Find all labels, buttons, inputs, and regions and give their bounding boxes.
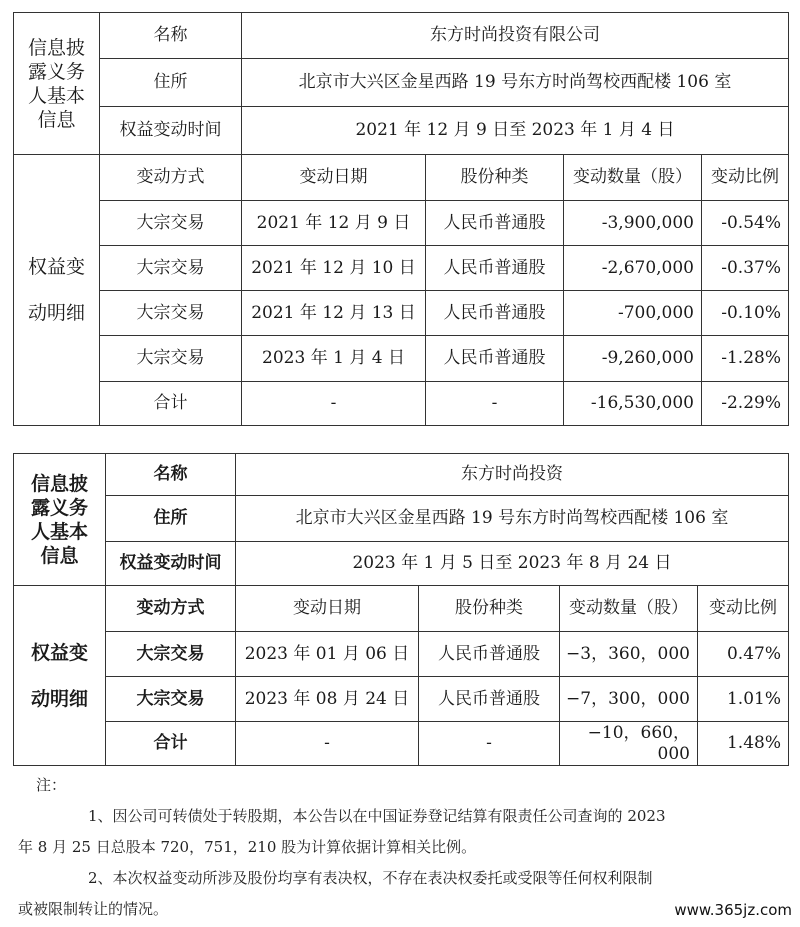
- watermark: www.365jz.com: [674, 901, 792, 919]
- cell-ratio: -1.28%: [702, 336, 789, 382]
- col-header-share-type: 股份种类: [419, 586, 560, 632]
- col-header-ratio: 变动比例: [698, 586, 789, 632]
- total-quantity: −10，660，000: [560, 722, 698, 766]
- cell-method: 大宗交易: [100, 336, 242, 382]
- col-header-method: 变动方式: [100, 155, 242, 201]
- cell-method: 大宗交易: [100, 246, 242, 291]
- address-label: 住所: [106, 496, 236, 542]
- total-share-type: -: [419, 722, 560, 766]
- total-ratio: 1.48%: [698, 722, 789, 766]
- col-header-date: 变动日期: [242, 155, 426, 201]
- cell-quantity: -3,900,000: [564, 201, 702, 246]
- cell-method: 大宗交易: [106, 632, 236, 677]
- total-date: -: [242, 382, 426, 426]
- col-header-method: 变动方式: [106, 586, 236, 632]
- notes-title: 注：: [36, 776, 67, 794]
- col-header-quantity: 变动数量（股）: [560, 586, 698, 632]
- note-1-continued: 年 8 月 25 日总股本 720，751，210 股为计算依据计算相关比例。: [18, 838, 477, 856]
- table-row: [14, 677, 789, 722]
- cell-ratio: 1.01%: [698, 677, 789, 722]
- cell-ratio: 0.47%: [698, 632, 789, 677]
- cell-quantity: -700,000: [564, 291, 702, 336]
- cell-date: 2023 年 01 月 06 日: [236, 632, 419, 677]
- total-share-type: -: [426, 382, 564, 426]
- name-value: 东方时尚投资: [236, 454, 789, 496]
- total-label: 合计: [106, 722, 236, 766]
- address-value: 北京市大兴区金星西路 19 号东方时尚驾校西配楼 106 室: [236, 496, 789, 542]
- table-row: [14, 336, 789, 382]
- table-row: [14, 632, 789, 677]
- table-row: [14, 291, 789, 336]
- total-row: [14, 382, 789, 426]
- cell-date: 2021 年 12 月 10 日: [242, 246, 426, 291]
- cell-share-type: 人民币普通股: [419, 632, 560, 677]
- cell-quantity: −3，360，000: [560, 632, 698, 677]
- total-quantity: -16,530,000: [564, 382, 702, 426]
- cell-share-type: 人民币普通股: [426, 201, 564, 246]
- total-row: [14, 722, 789, 766]
- period-value: 2023 年 1 月 5 日至 2023 年 8 月 24 日: [236, 542, 789, 586]
- cell-ratio: -0.10%: [702, 291, 789, 336]
- table-row: [14, 201, 789, 246]
- cell-ratio: -0.37%: [702, 246, 789, 291]
- cell-quantity: −7，300，000: [560, 677, 698, 722]
- total-ratio: -2.29%: [702, 382, 789, 426]
- cell-method: 大宗交易: [106, 677, 236, 722]
- period-value: 2021 年 12 月 9 日至 2023 年 1 月 4 日: [242, 107, 789, 155]
- section-detail-label: 权益变动明细: [14, 586, 106, 766]
- period-label: 权益变动时间: [100, 107, 242, 155]
- cell-method: 大宗交易: [100, 291, 242, 336]
- cell-date: 2021 年 12 月 9 日: [242, 201, 426, 246]
- address-value: 北京市大兴区金星西路 19 号东方时尚驾校西配楼 106 室: [242, 59, 789, 107]
- address-label: 住所: [100, 59, 242, 107]
- cell-ratio: -0.54%: [702, 201, 789, 246]
- disclosure-table-1: [13, 12, 789, 426]
- total-date: -: [236, 722, 419, 766]
- note-1: 1、因公司可转债处于转股期，本公告以在中国证券登记结算有限责任公司查询的 2023: [88, 807, 666, 825]
- col-header-quantity: 变动数量（股）: [564, 155, 702, 201]
- section-detail-label: 权益变动明细: [14, 155, 100, 426]
- name-label: 名称: [106, 454, 236, 496]
- cell-share-type: 人民币普通股: [426, 291, 564, 336]
- col-header-ratio: 变动比例: [702, 155, 789, 201]
- total-label: 合计: [100, 382, 242, 426]
- cell-share-type: 人民币普通股: [426, 246, 564, 291]
- section-info-label: 信息披露义务人基本信息: [14, 13, 100, 155]
- col-header-share-type: 股份种类: [426, 155, 564, 201]
- cell-quantity: -9,260,000: [564, 336, 702, 382]
- note-2-continued: 或被限制转让的情况。: [18, 900, 169, 918]
- cell-method: 大宗交易: [100, 201, 242, 246]
- table-row: [14, 246, 789, 291]
- cell-quantity: -2,670,000: [564, 246, 702, 291]
- name-label: 名称: [100, 13, 242, 59]
- cell-date: 2023 年 1 月 4 日: [242, 336, 426, 382]
- name-value: 东方时尚投资有限公司: [242, 13, 789, 59]
- disclosure-table-2: [13, 453, 789, 766]
- note-2: 2、本次权益变动所涉及股份均享有表决权，不存在表决权委托或受限等任何权利限制: [88, 869, 653, 887]
- cell-share-type: 人民币普通股: [426, 336, 564, 382]
- cell-date: 2023 年 08 月 24 日: [236, 677, 419, 722]
- period-label: 权益变动时间: [106, 542, 236, 586]
- section-info-label: 信息披露义务人基本信息: [14, 454, 106, 586]
- cell-share-type: 人民币普通股: [419, 677, 560, 722]
- cell-date: 2021 年 12 月 13 日: [242, 291, 426, 336]
- col-header-date: 变动日期: [236, 586, 419, 632]
